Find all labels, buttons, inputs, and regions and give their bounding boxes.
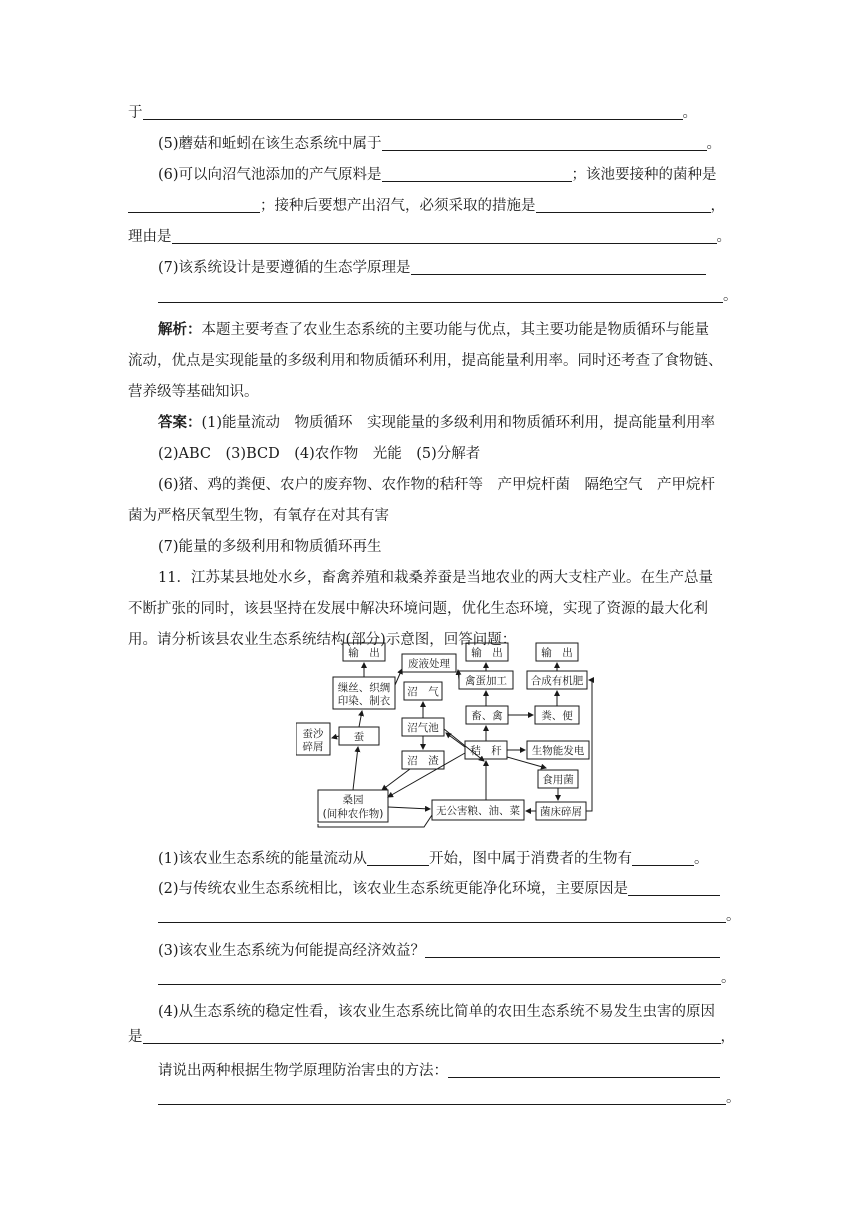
q11-line-2: 不断扩张的同时，该县坚持在发展中解决环境问题，优化生态环境，实现了资源的最大化利 [128,601,708,617]
answer-blank[interactable] [448,1063,720,1078]
q11-line-3: 用。请分析该县农业生态系统结构(部分)示意图，回答问题： [128,632,517,648]
label-manure: 粪、便 [541,710,573,722]
analysis-line-3: 营养级等基础知识。 [128,384,259,400]
q11-3-line: (3)该农业生态系统为何能提高经济效益？ [158,941,738,961]
label-power: 生物能发电 [531,745,585,757]
label-silk-2: 印染、制衣 [337,695,391,707]
answer-blank[interactable] [172,229,717,244]
analysis-line-2: 流动，优点是实现能量的多级利用和物质循环利用，提高能量利用率。同时还考查了食物链、 [128,353,723,369]
label-output-3: 输 出 [541,647,573,659]
agro-ecosystem-diagram [296,637,596,833]
answer-blank[interactable] [536,198,711,213]
label-output-2: 输 出 [471,647,503,659]
label-mulberry-1: 桑园 [342,794,364,806]
q11-3-line-2: 。 [158,968,738,988]
q7-line: (7)该系统设计是要遵循的生态学原理是 [158,258,738,278]
q7-line-2: 。 [158,286,738,306]
q11-line-1: 11．江苏某县地处水乡，畜禽养殖和栽桑养蚕是当地农业的两大支柱产业。在生产总量 [158,570,713,586]
label-silkworm: 蚕 [353,731,365,743]
label-output-1: 输 出 [348,647,380,659]
q11-4-line-3: 请说出两种根据生物学原理防治害虫的方法： [158,1061,738,1081]
answer-blank[interactable] [411,260,706,275]
answer-blank[interactable] [632,851,694,866]
label-grain: 无公害粮、油、菜 [436,805,520,817]
q11-4-line-2: 是 ， [128,1029,735,1045]
answer-blank[interactable] [143,105,683,120]
answer-line-2: (2)ABC (3)BCD (4)农作物 光能 (5)分解者 [158,446,481,462]
q11-4-line: (4)从生态系统的稳定性看，该农业生态系统比简单的农田生态系统不易发生虫害的原因 [158,1004,716,1020]
label-straw: 秸 秆 [470,745,502,757]
answer-blank[interactable] [158,1090,726,1105]
answer-line-4: 菌为严格厌氧型生物，有氧存在对其有害 [128,508,389,524]
label-mulberry-2: (间种农作物) [322,808,384,820]
label-silkworm-waste-2: 碎屑 [302,741,324,753]
q5-continuation-line: 于 。 [128,105,697,121]
answer-blank[interactable] [382,136,707,151]
label-residue: 沼 渣 [407,755,439,767]
label-poultry-processing: 禽蛋加工 [465,675,507,687]
answer-blank[interactable] [143,1029,721,1044]
q11-4-line-4: 。 [158,1088,738,1108]
q5-line: (5)蘑菇和蚯蚓在该生态系统中属于 。 [158,136,722,152]
label-silkworm-waste-1: 蚕沙 [302,728,324,740]
answer-line-1: 答案：(1)能量流动 物质循环 实现能量的多级利用和物质循环利用，提高能量利用率 [158,414,716,431]
label-fertilizer: 合成有机肥 [530,675,584,687]
label-biogas: 沼 气 [407,686,439,698]
answer-line-5: (7)能量的多级利用和物质循环再生 [158,539,382,555]
label-silk-1: 缫丝、织绸 [337,682,391,694]
analysis-line-1: 解析：本题主要考查了农业生态系统的主要功能与优点，其主要功能是物质循环与能量 [158,321,709,338]
label-mushroom: 食用菌 [542,774,574,786]
answer-blank[interactable] [425,943,720,958]
answer-blank[interactable] [128,198,260,213]
answer-blank[interactable] [367,851,429,866]
answer-line-3: (6)猪、鸡的粪便、农户的废弃物、农作物的秸秆等 产甲烷杆菌 隔绝空气 产甲烷杆 [158,477,716,493]
q6-line: (6)可以向沼气池添加的产气原料是 ；该池要接种的菌种是 [158,167,717,183]
q11-2-line: (2)与传统农业生态系统相比，该农业生态系统更能净化环境，主要原因是 [158,879,738,899]
answer-blank[interactable] [382,167,572,182]
q6-line-2: ；接种后要想产出沼气，必须采取的措施是 ， [128,196,738,216]
label-waste-treatment: 废液处理 [408,658,450,670]
answer-blank[interactable] [158,288,723,303]
label-livestock: 畜、禽 [471,710,503,722]
answer-blank[interactable] [158,970,721,985]
label-bed-waste: 菌床碎屑 [540,806,582,818]
answer-blank[interactable] [628,881,720,896]
answer-blank[interactable] [158,908,726,923]
q6-line-3: 理由是 。 [128,229,731,245]
q11-1-line: (1)该农业生态系统的能量流动从 开始，图中属于消费者的生物有 。 [158,851,709,867]
q11-2-line-2: 。 [158,906,738,926]
label-digester: 沼气池 [407,722,439,734]
